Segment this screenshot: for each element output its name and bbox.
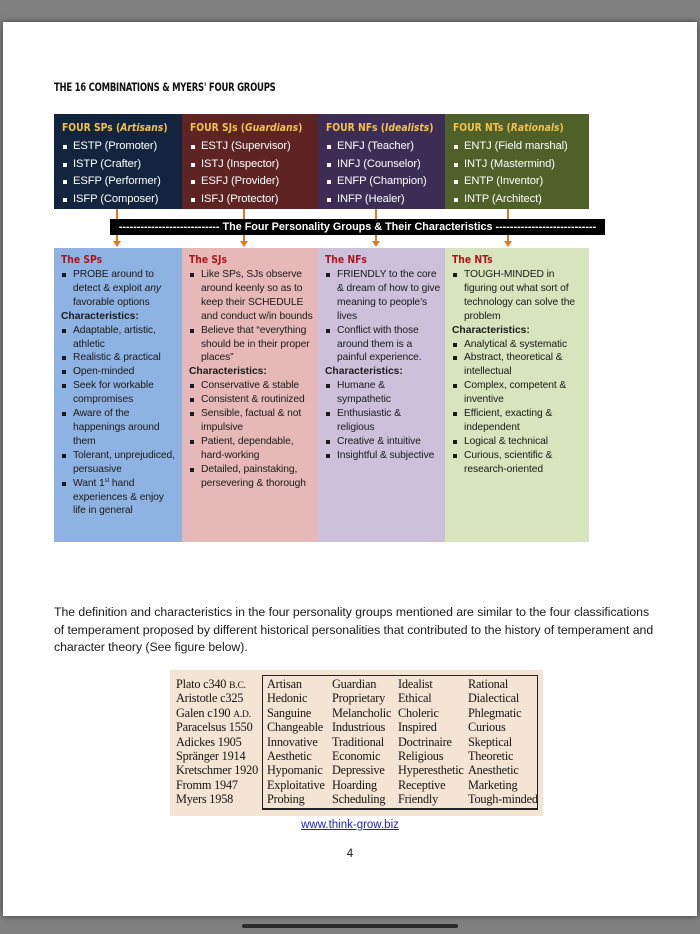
type-item: ISTJ (Inspector) (190, 156, 318, 174)
trait-item: Enthusiastic & religious (325, 407, 441, 435)
group-title: FOUR NFs (Idealists) (326, 121, 434, 134)
type-item: ENTP (Inventor) (453, 173, 589, 191)
intro-item: Conflict with those around them is a painful experience. (325, 324, 441, 366)
trait-item: Sensible, factual & not impulsive (189, 407, 314, 435)
type-item: ISFJ (Protector) (190, 191, 318, 209)
trait-item: Aware of the happenings around them (61, 407, 178, 449)
type-item: ESFJ (Provider) (190, 173, 318, 191)
body-paragraph: The definition and characteristics in the four personality groups mentioned are similar to the four classifications of temperament proposed by different historical personalities that contributed to the history of temperament and character theory (See figure below). (54, 605, 654, 655)
arrow-down-icon (372, 241, 380, 247)
myers-groups-row (54, 114, 589, 209)
trait-item: Humane & sympathetic (325, 379, 441, 407)
trait-item: Want 1st hand experiences & enjoy life in general (61, 477, 178, 519)
trait-item: Conservative & stable (189, 379, 314, 393)
temperament-table (262, 675, 538, 810)
trait-item: Efficient, exacting & independent (452, 407, 585, 435)
website-link[interactable]: www.think-grow.biz (301, 819, 399, 831)
temperament-figure (170, 670, 543, 816)
group-title: FOUR SPs (Artisans) (62, 121, 168, 134)
intro-item: TOUGH-MINDED in figuring out what sort of technology can solve the problem (452, 268, 585, 324)
idealist-column: Idealist Ethical Choleric Inspired Doctrinaire Religious Hyperesthetic Receptive Friendly (398, 677, 464, 807)
characteristics-label: Characteristics: (61, 310, 139, 322)
trait-item: Complex, competent & inventive (452, 379, 585, 407)
group-title: FOUR SJs (Guardians) (190, 121, 303, 134)
theorist-name: Plato c340 B.C. (176, 677, 246, 691)
type-item: INFP (Healer) (326, 191, 445, 209)
type-item: ENTJ (Field marshal) (453, 138, 589, 156)
characteristics-label: Characteristics: (452, 324, 530, 336)
trait-item: Patient, dependable, hard-working (189, 435, 314, 463)
characteristics-sp (54, 248, 182, 542)
trait-item: Logical & technical (452, 435, 585, 449)
type-item: ESFP (Performer) (62, 173, 182, 191)
theorist-name: Fromm 1947 (176, 777, 238, 792)
group-sp (54, 114, 182, 209)
section-banner: ---------------------------- The Four Personality Groups & Their Characteristics ---------------------------- (110, 219, 605, 235)
trait-item: Consistent & routinized (189, 393, 314, 407)
char-title: The SJs (189, 253, 227, 266)
type-item: ENFP (Champion) (326, 173, 445, 191)
characteristics-label: Characteristics: (325, 366, 403, 378)
trait-item: Adaptable, artistic, athletic (61, 324, 178, 352)
rational-column: Rational Dialectical Phlegmatic Curious Skeptical Theoretic Anesthetic Marketing Tough-minded (468, 677, 538, 807)
theorist-name: Kretschmer 1920 (176, 763, 259, 778)
arrow-down-icon (240, 241, 248, 247)
trait-item: Seek for workable compromises (61, 379, 178, 407)
group-title: FOUR NTs (Rationals) (453, 121, 564, 134)
page-number: 4 (346, 848, 354, 860)
trait-item: Abstract, theoretical & intellectual (452, 351, 585, 379)
intro-item: Like SPs, SJs observe around keenly so as to keep their SCHEDULE and conduct w/in bounds (189, 268, 314, 324)
char-title: The SPs (61, 253, 103, 266)
theorist-name: Adickes 1905 (176, 734, 242, 749)
guardian-column: Guardian Proprietary Melancholic Industrious Traditional Economic Depressive Hoarding Scheduling (332, 677, 392, 807)
document-page (3, 22, 697, 916)
char-title: The NTs (452, 253, 493, 266)
group-nt (445, 114, 589, 209)
artisan-column: Artisan Hedonic Sanguine Changeable Innovative Aesthetic Hypomanic Exploitative Probing (267, 677, 325, 807)
type-item: INTP (Architect) (453, 191, 589, 209)
type-item: ISTP (Crafter) (62, 156, 182, 174)
characteristics-row (54, 248, 589, 542)
characteristics-sj (182, 248, 318, 542)
characteristics-label: Characteristics: (189, 366, 267, 378)
type-item: ISFP (Composer) (62, 191, 182, 209)
theorist-name: Myers 1958 (176, 792, 234, 807)
trait-item: Open-minded (61, 365, 178, 379)
home-indicator[interactable] (242, 924, 458, 928)
characteristics-nf (318, 248, 445, 542)
page-title: THE 16 COMBINATIONS & MYERS' FOUR GROUPS (54, 80, 276, 94)
group-nf (318, 114, 445, 209)
intro-item: Believe that “everything should be in their proper places” (189, 324, 314, 366)
trait-item: Curious, scientific & research-oriented (452, 449, 585, 477)
intro-item: PROBE around to detect & exploit any favorable options (61, 268, 178, 310)
type-item: ENFJ (Teacher) (326, 138, 445, 156)
type-item: INTJ (Mastermind) (453, 156, 589, 174)
trait-item: Tolerant, unprejudiced, persuasive (61, 449, 178, 477)
char-title: The NFs (325, 253, 367, 266)
theorist-column (176, 677, 258, 807)
trait-item: Creative & intuitive (325, 435, 441, 449)
intro-item: FRIENDLY to the core & dream of how to give meaning to people’s lives (325, 268, 441, 324)
trait-item: Detailed, painstaking, persevering & thorough (189, 463, 314, 491)
arrow-down-icon (113, 241, 121, 247)
type-item: INFJ (Counselor) (326, 156, 445, 174)
arrow-down-icon (504, 241, 512, 247)
theorist-name: Paracelsus 1550 (176, 720, 253, 735)
trait-item: Realistic & practical (61, 351, 178, 365)
theorist-name: Spränger 1914 (176, 748, 246, 763)
group-sj (182, 114, 318, 209)
trait-item: Analytical & systematic (452, 338, 585, 352)
type-item: ESTJ (Supervisor) (190, 138, 318, 156)
trait-item: Insightful & subjective (325, 449, 441, 463)
characteristics-nt (445, 248, 589, 542)
theorist-name: Aristotle c325 (176, 691, 244, 706)
type-item: ESTP (Promoter) (62, 138, 182, 156)
theorist-name: Galen c190 A.D. (176, 705, 251, 720)
